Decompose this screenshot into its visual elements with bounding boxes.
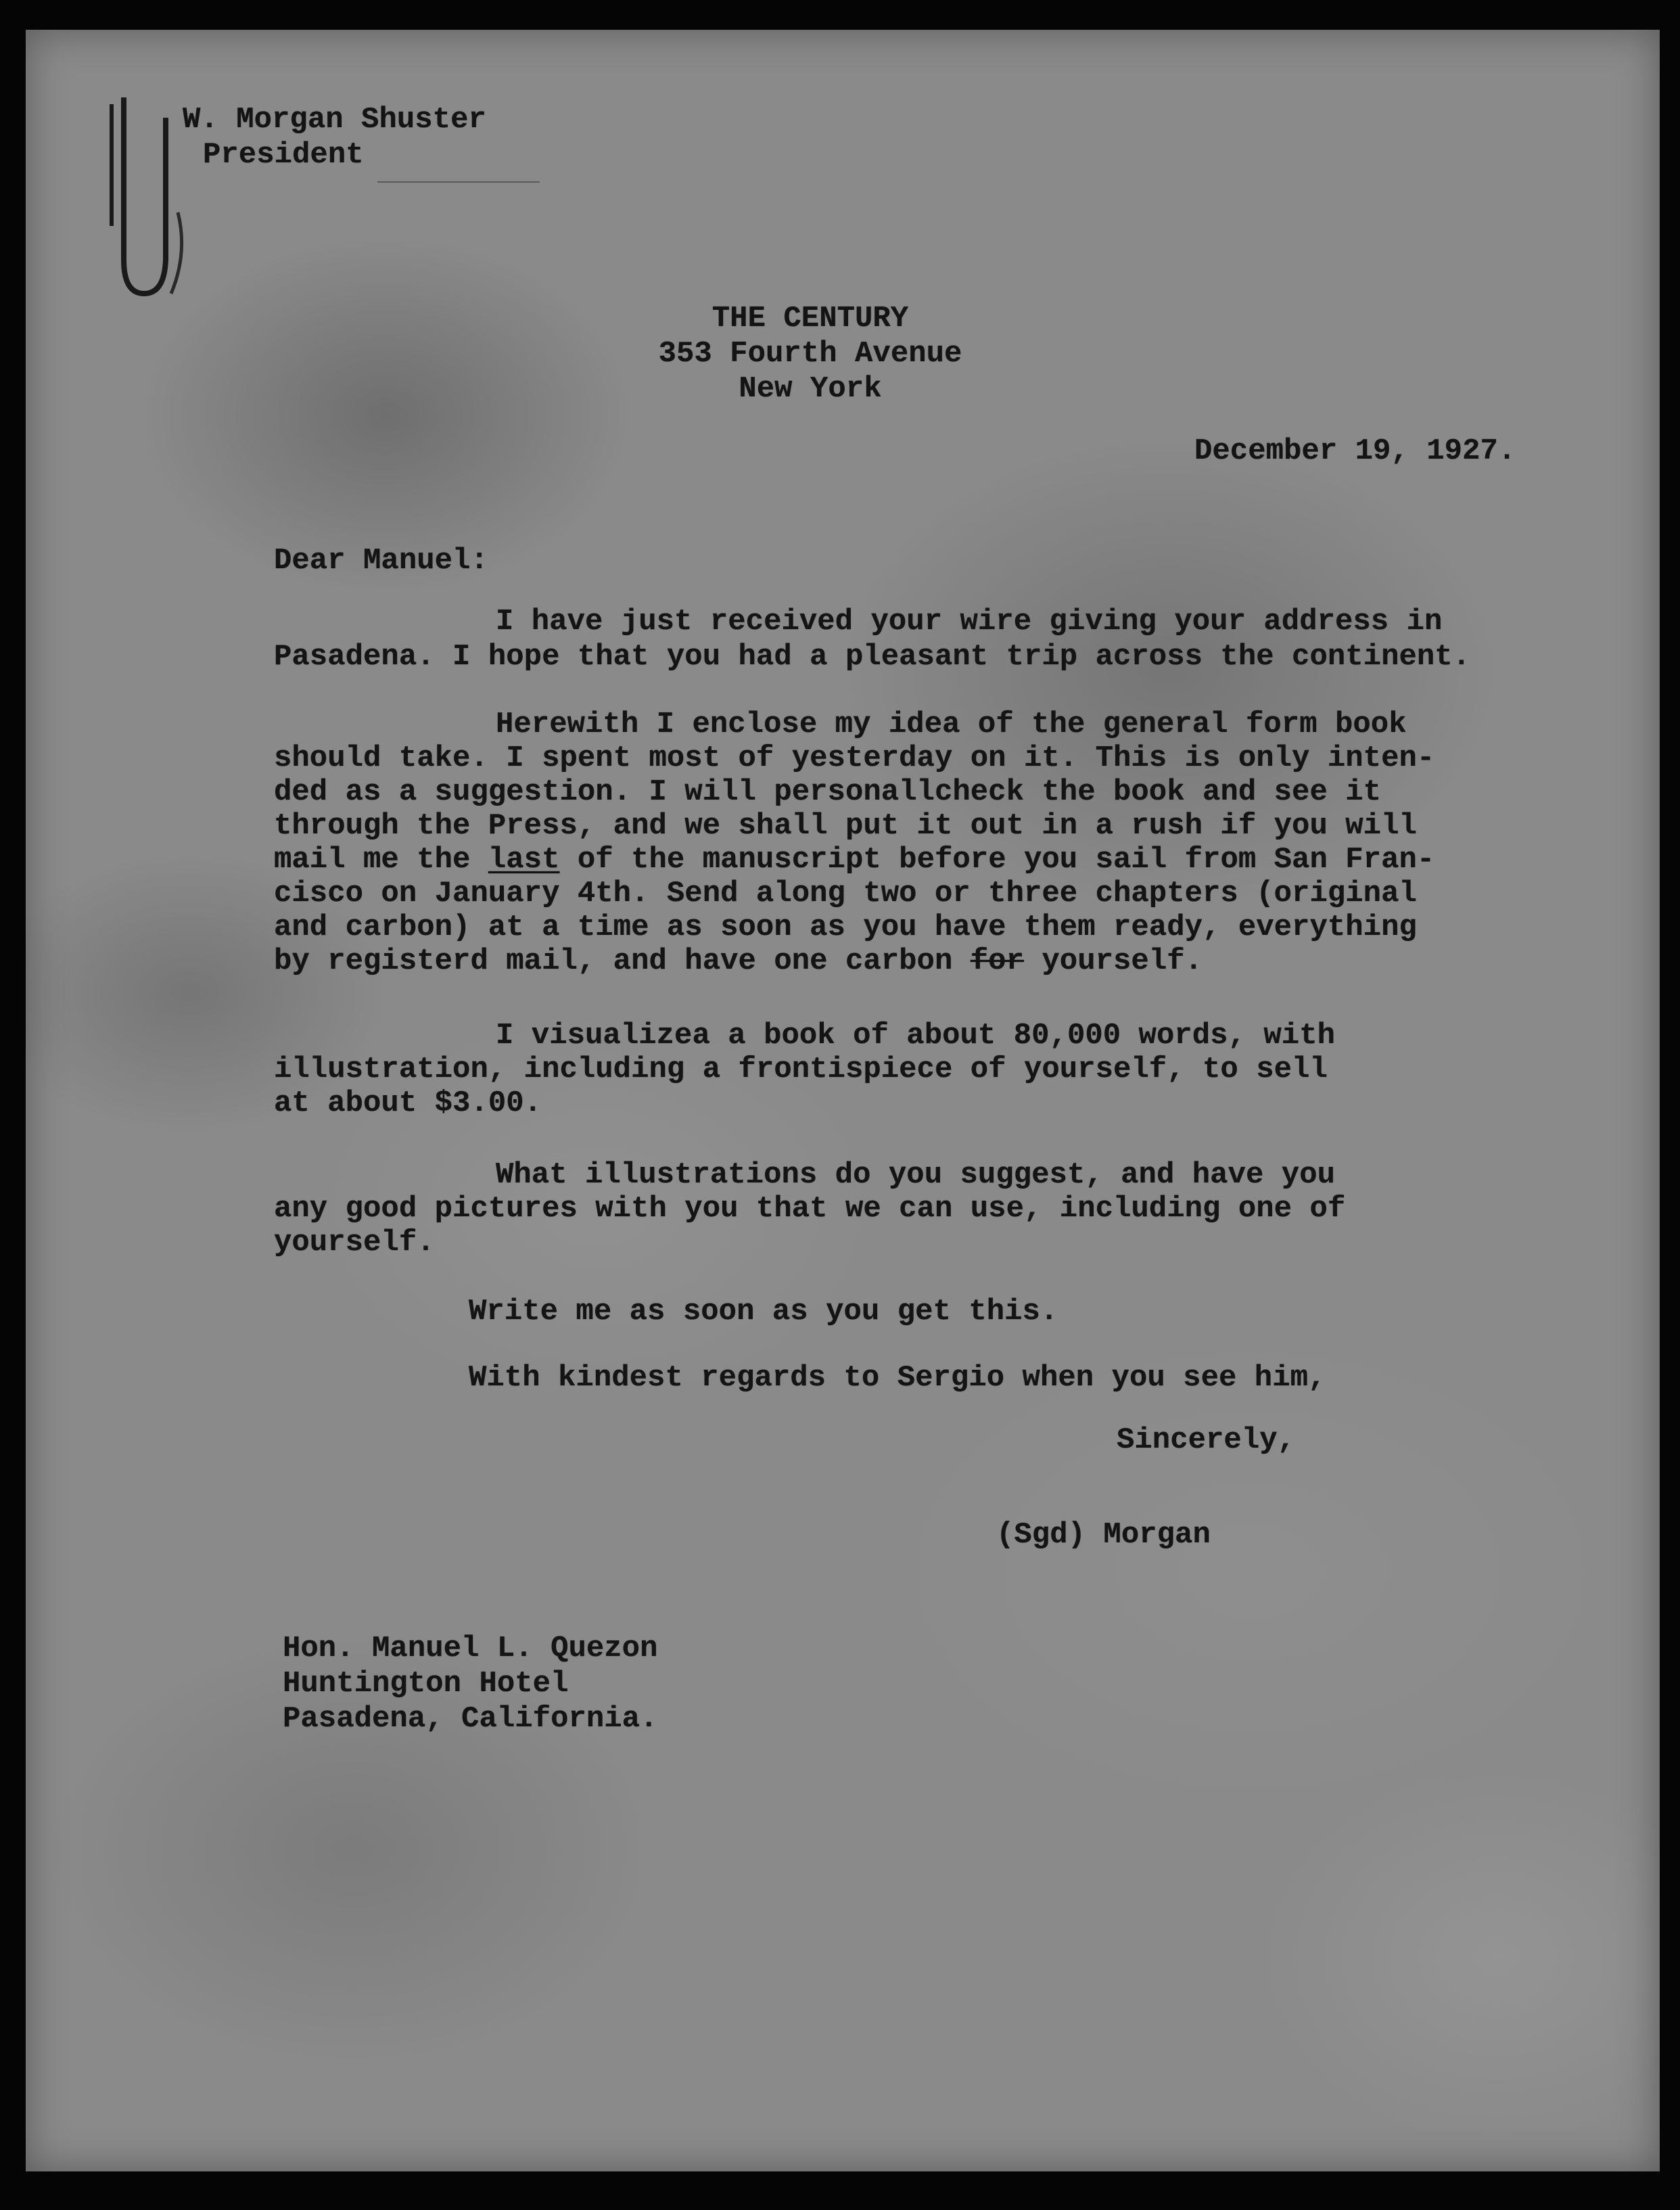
paragraph-2-line-3: ded as a suggestion. I will personallcheck the book and see it: [274, 775, 1382, 809]
paragraph-2-line-8: [274, 944, 1203, 978]
closing: Sincerely,: [1117, 1423, 1296, 1457]
binding-clip-mark: [103, 91, 185, 314]
paragraph-4-line-3: yourself.: [274, 1226, 435, 1260]
letterhead-street: 353 Fourth Avenue: [658, 337, 962, 371]
underlined-word: last: [488, 843, 560, 877]
paragraph-2-line-7: and carbon) at a time as soon as you have them ready, everything: [274, 911, 1417, 944]
letter-date: December 19, 1927.: [1194, 434, 1516, 468]
header-rule: [377, 181, 540, 183]
paragraph-2-line-5-end: of the manuscript before you sail from San Fran-: [559, 843, 1435, 877]
recipient-name: Hon. Manuel L. Quezon: [283, 1632, 658, 1665]
paragraph-2-line-1: Herewith I enclose my idea of the general form book: [496, 708, 1407, 741]
paragraph-3-line-2: illustration, including a frontispiece of yourself, to sell: [274, 1053, 1328, 1086]
signature: (Sgd) Morgan: [996, 1518, 1211, 1552]
sender-title: President: [203, 138, 364, 172]
letter-page: [26, 30, 1660, 2171]
recipient-hotel: Huntington Hotel: [283, 1667, 569, 1701]
struck-word: for: [970, 944, 1024, 978]
recipient-city: Pasadena, California.: [283, 1702, 658, 1736]
paragraph-3-line-1: I visualizea a book of about 80,000 words, with: [496, 1019, 1336, 1053]
paragraph-2-line-5: [274, 843, 1434, 877]
paragraph-4-line-1: What illustrations do you suggest, and have you: [496, 1158, 1336, 1192]
paragraph-2-line-6: cisco on January 4th. Send along two or three chapters (original: [274, 877, 1417, 911]
letterhead-city: New York: [739, 372, 882, 406]
paragraph-1-line-2: Pasadena. I hope that you had a pleasant trip across the continent.: [274, 640, 1471, 674]
paragraph-2-line-4: through the Press, and we shall put it out in a rush if you will: [274, 809, 1417, 843]
paragraph-2-line-8-start: by registerd mail, and have one carbon: [274, 944, 971, 978]
paragraph-1-line-1: I have just received your wire giving your address in: [496, 605, 1443, 639]
paragraph-5: Write me as soon as you get this.: [469, 1295, 1058, 1329]
paragraph-2-line-8-end: yourself.: [1024, 944, 1203, 978]
paragraph-6: With kindest regards to Sergio when you see him,: [469, 1361, 1326, 1395]
paragraph-2-line-2: should take. I spent most of yesterday on it. This is only inten-: [274, 741, 1435, 775]
letterhead-name: THE CENTURY: [711, 302, 909, 336]
paragraph-4-line-2: any good pictures with you that we can use, including one of: [274, 1192, 1346, 1226]
paragraph-3-line-3: at about $3.00.: [274, 1086, 542, 1120]
sender-name: W. Morgan Shuster: [183, 103, 486, 137]
salutation: Dear Manuel:: [274, 544, 488, 578]
paragraph-2-line-5-start: mail me the: [274, 843, 488, 877]
